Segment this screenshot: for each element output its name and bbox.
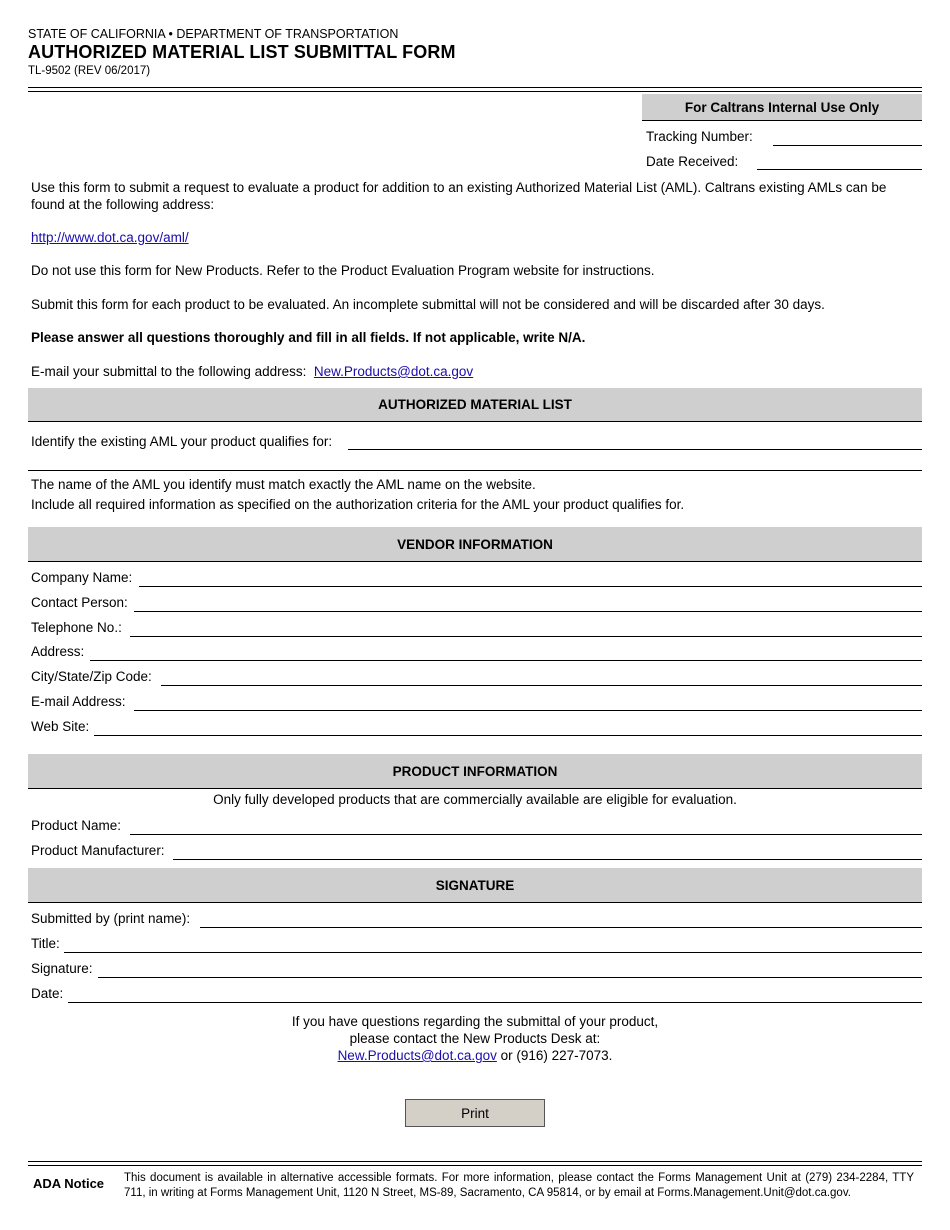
aml-identify-field[interactable] <box>348 432 922 450</box>
product-manufacturer-field[interactable] <box>173 842 922 860</box>
contact-email-link[interactable]: New.Products@dot.ca.gov <box>337 1048 497 1063</box>
title-field[interactable] <box>64 935 922 953</box>
website-field[interactable] <box>94 718 922 736</box>
aml-identify-field-line2[interactable] <box>28 454 922 471</box>
date-field[interactable] <box>68 985 922 1003</box>
submit-note: Submit this form for each product to be evaluated. An incomplete submittal will not be considered and will be discarded after 30 days. <box>31 297 825 312</box>
signature-field[interactable] <box>98 960 922 978</box>
vendor-section-heading: VENDOR INFORMATION <box>28 527 922 562</box>
email-instruction <box>31 363 921 380</box>
contact-line-3 <box>28 1047 922 1064</box>
submitted-by-field[interactable] <box>200 910 922 928</box>
aml-identify-label: Identify the existing AML your product qualifies for: <box>31 434 333 449</box>
contact-person-field[interactable] <box>134 594 922 612</box>
date-received-label: Date Received: <box>646 154 739 169</box>
aml-note-1: The name of the AML you identify must match exactly the AML name on the website. <box>31 477 536 492</box>
product-eligibility-note: Only fully developed products that are commercially available are eligible for evaluation. <box>213 792 737 807</box>
product-name-field[interactable] <box>130 817 922 835</box>
contact-person-label: Contact Person: <box>31 595 128 610</box>
signature-section-heading: SIGNATURE <box>28 868 922 903</box>
footer-rule-bottom <box>28 1165 922 1166</box>
ada-notice-label: ADA Notice <box>33 1176 105 1191</box>
vendor-email-field[interactable] <box>134 693 922 711</box>
product-section-heading: PRODUCT INFORMATION <box>28 754 922 789</box>
form-number: TL-9502 (REV 06/2017) <box>28 65 151 77</box>
contact-line-2: please contact the New Products Desk at: <box>349 1031 601 1046</box>
print-button[interactable]: Print <box>405 1099 545 1127</box>
form-title: AUTHORIZED MATERIAL LIST SUBMITTAL FORM <box>28 42 456 62</box>
company-name-label: Company Name: <box>31 570 133 585</box>
address-label: Address: <box>31 644 85 659</box>
contact-phone: or (916) 227-7073. <box>496 1048 613 1063</box>
product-manufacturer-label: Product Manufacturer: <box>31 843 165 858</box>
aml-url-container <box>31 229 921 246</box>
telephone-field[interactable] <box>130 619 922 637</box>
tracking-number-label: Tracking Number: <box>646 129 753 144</box>
ada-notice-text: This document is available in alternative accessible formats. For more information, please contact the Forms Management Unit at (279) 234-2284, TTY 711, in writing at Forms Management Unit, 1120 N Street, MS-89, Sacramento, CA 95814, or by email at Forms.Management.Unit@dot.ca.gov. <box>124 1172 914 1199</box>
aml-section-heading: AUTHORIZED MATERIAL LIST <box>28 388 922 422</box>
header-rule-top <box>28 87 922 88</box>
city-state-zip-field[interactable] <box>161 668 922 686</box>
title-label: Title: <box>31 936 60 951</box>
product-name-label: Product Name: <box>31 818 122 833</box>
intro-paragraph: Use this form to submit a request to evaluate a product for addition to an existing Authorized Material List (AML). Caltrans existing AMLs can be found at the following address: <box>31 180 887 212</box>
instructions-note: Please answer all questions thoroughly and fill in all fields. If not applicable, write N/A. <box>31 330 586 345</box>
contact-line-1: If you have questions regarding the submittal of your product, <box>291 1014 659 1029</box>
date-received-field[interactable] <box>757 154 922 170</box>
aml-url-link[interactable]: http://www.dot.ca.gov/aml/ <box>31 230 189 245</box>
telephone-label: Telephone No.: <box>31 620 122 635</box>
tracking-number-field[interactable] <box>773 130 922 146</box>
date-label: Date: <box>31 986 64 1001</box>
city-state-zip-label: City/State/Zip Code: <box>31 669 152 684</box>
footer-rule-top <box>28 1161 922 1162</box>
email-link[interactable]: New.Products@dot.ca.gov <box>313 364 474 379</box>
internal-use-heading: For Caltrans Internal Use Only <box>642 94 922 121</box>
website-label: Web Site: <box>31 719 90 734</box>
email-instruction-label: E-mail your submittal to the following address: <box>31 364 307 379</box>
vendor-email-label: E-mail Address: <box>31 694 126 709</box>
agency-name: STATE OF CALIFORNIA • DEPARTMENT OF TRANSPORTATION <box>28 27 399 41</box>
signature-label: Signature: <box>31 961 93 976</box>
header-rule-bottom <box>28 91 922 92</box>
new-products-note: Do not use this form for New Products. Refer to the Product Evaluation Program website for instructions. <box>31 263 655 278</box>
company-name-field[interactable] <box>139 569 922 587</box>
aml-note-2: Include all required information as specified on the authorization criteria for the AML your product qualifies for. <box>31 497 685 512</box>
submitted-by-label: Submitted by (print name): <box>31 911 191 926</box>
address-field[interactable] <box>90 643 922 661</box>
